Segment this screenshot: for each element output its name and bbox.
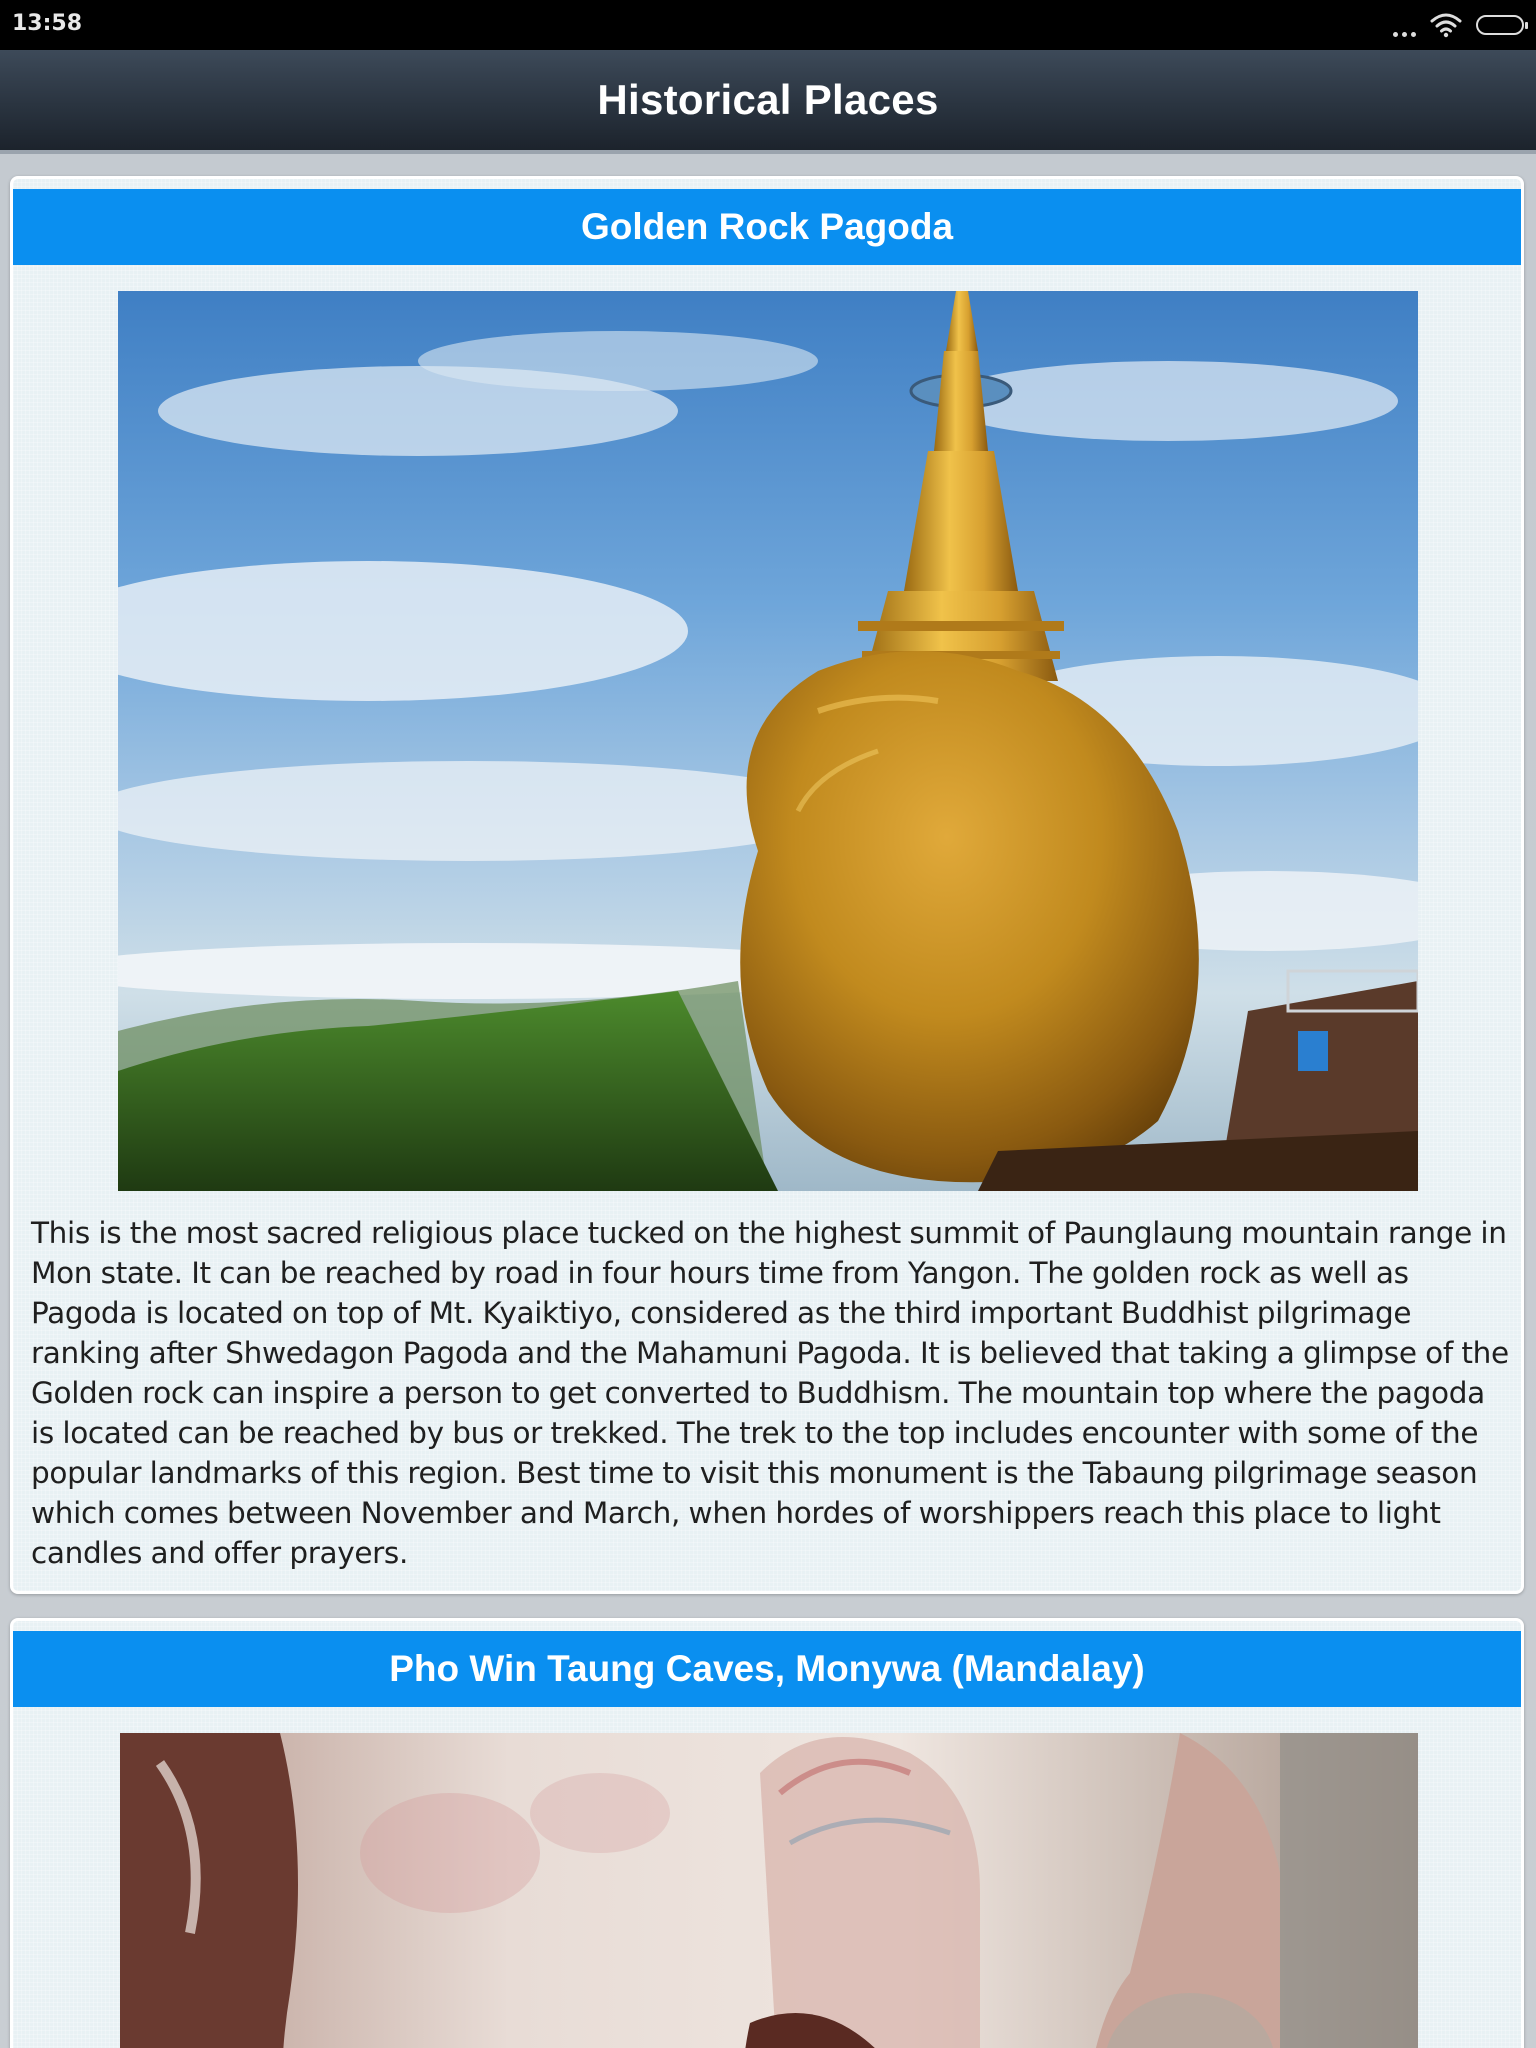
app-bar [0,50,1536,150]
app-title: Historical Places [597,76,939,123]
card-title: Golden Rock Pagoda [580,206,954,247]
place-card[interactable] [10,1618,1524,2048]
card-title: Pho Win Taung Caves, Monywa (Mandalay) [389,1648,1145,1689]
card-header [13,189,1521,265]
status-icons [1393,10,1524,40]
card-header [13,1631,1521,1707]
battery-icon [1476,15,1524,35]
more-dots-icon [1393,13,1416,37]
status-bar [0,0,1536,50]
place-card[interactable] [10,176,1524,1594]
card-description: This is the most sacred religious place tucked on the highest summit of Paunglaung mountain range in Mon state. It can be reached by road in four hours time from Yangon. The golden rock as well as Pagoda is located on top of Mt. Kyaiktiyo, considered as the third important Buddhist pilgrimage ranking after Shwedagon Pagoda and the Mahamuni Pagoda. It is believed that taking a glimpse of the Golden rock can inspire a person to get converted to Buddhism. The mountain top where the pagoda is located can be reached by bus or trekked. The trek to the top includes encounter with some of the popular landmarks of this region. Best time to visit this monument is the Tabaung pilgrimage season which comes between November and March, when hordes of worshippers reach this place to light candles and offer prayers. [31,1216,1509,1570]
golden-rock-pagoda-photo [118,291,1418,1191]
status-time: 13:58 [12,11,83,36]
pho-win-taung-caves-photo [120,1733,1418,2048]
places-list[interactable] [0,154,1536,2048]
wifi-icon [1430,12,1462,38]
